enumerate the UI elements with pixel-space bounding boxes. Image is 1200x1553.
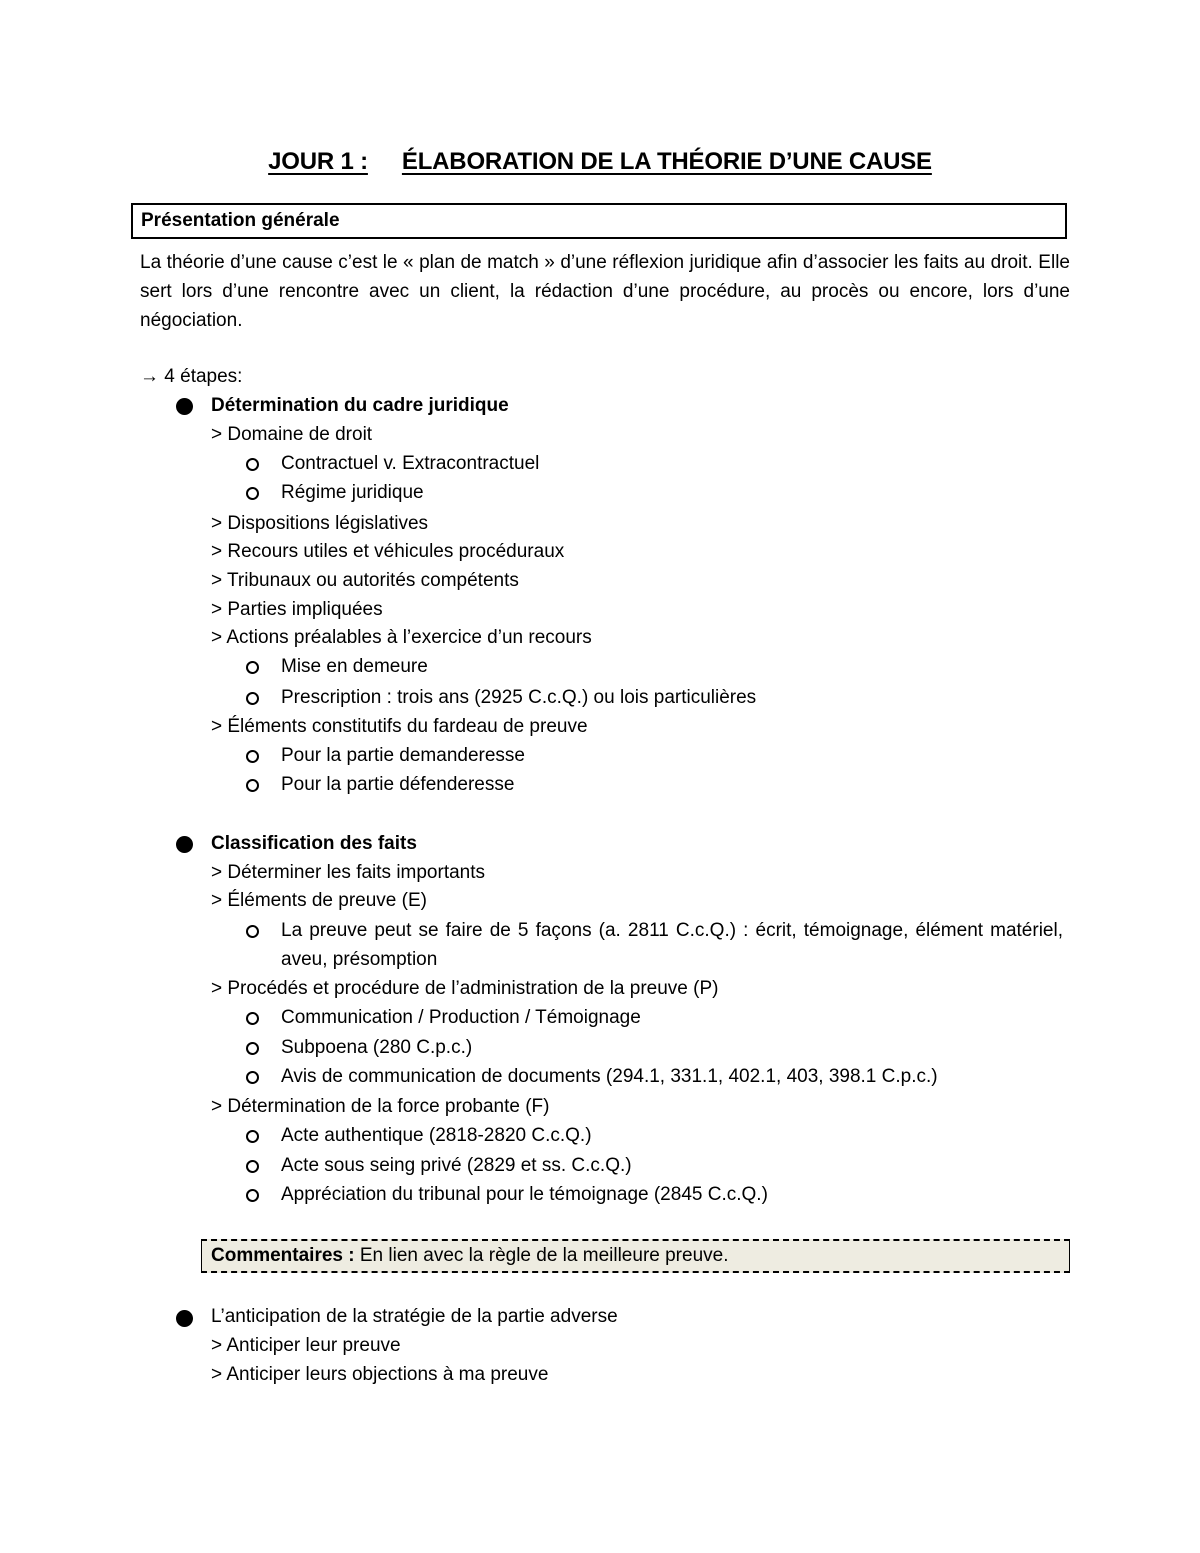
list-item: Communication / Production / Témoignage xyxy=(281,1007,641,1028)
circle-bullet-icon xyxy=(246,458,259,471)
circle-bullet-icon xyxy=(246,750,259,763)
circle-bullet-icon xyxy=(246,1189,259,1202)
list-item: > Tribunaux ou autorités compétents xyxy=(211,570,519,591)
step2-heading: Classification des faits xyxy=(211,833,417,854)
circle-bullet-icon xyxy=(246,925,259,938)
circle-bullet-icon xyxy=(246,487,259,500)
list-item: Prescription : trois ans (2925 C.c.Q.) ou lois particulières xyxy=(281,687,757,708)
list-item: > Parties impliquées xyxy=(211,599,383,620)
list-item: Subpoena (280 C.p.c.) xyxy=(281,1037,473,1058)
circle-bullet-icon xyxy=(246,1012,259,1025)
list-item: Régime juridique xyxy=(281,482,424,503)
circle-bullet-icon xyxy=(246,779,259,792)
bullet-icon xyxy=(176,398,193,415)
list-item: Mise en demeure xyxy=(281,656,428,677)
list-item: > Détermination de la force probante (F) xyxy=(211,1096,550,1117)
list-item: Appréciation du tribunal pour le témoignage (2845 C.c.Q.) xyxy=(281,1184,768,1205)
list-item: > Dispositions législatives xyxy=(211,513,429,534)
intro-paragraph: La théorie d’une cause c’est le « plan de match » d’une réflexion juridique afin d’associer les faits au droit. Elle sert lors d’une rencontre avec un client, la rédaction d’une procédure, au procès ou encore, lors d’une négociation. xyxy=(140,252,1070,331)
list-item: > Éléments constitutifs du fardeau de preuve xyxy=(211,716,588,737)
circle-bullet-icon xyxy=(246,692,259,705)
list-item: > Éléments de preuve (E) xyxy=(211,890,427,911)
circle-bullet-icon xyxy=(246,1071,259,1084)
circle-bullet-icon xyxy=(246,1130,259,1143)
section-heading-box xyxy=(131,203,1067,239)
circle-bullet-icon xyxy=(246,1042,259,1055)
step1-heading: Détermination du cadre juridique xyxy=(211,395,509,416)
title-day: JOUR 1 : xyxy=(268,148,368,175)
comment-label: Commentaires : xyxy=(211,1245,355,1266)
comment-box xyxy=(201,1239,1070,1273)
list-item: > Recours utiles et véhicules procéduraux xyxy=(211,541,565,562)
list-item: Contractuel v. Extracontractuel xyxy=(281,453,540,474)
circle-bullet-icon xyxy=(246,1160,259,1173)
list-item: Pour la partie défenderesse xyxy=(281,774,515,795)
comment-text: En lien avec la règle de la meilleure preuve. xyxy=(354,1245,729,1266)
steps-label: → 4 étapes: xyxy=(140,366,243,387)
list-item: La preuve peut se faire de 5 façons (a. 2811 C.c.Q.) : écrit, témoignage, élément matériel, aveu, présomption xyxy=(281,920,1063,970)
list-item: > Actions préalables à l’exercice d’un recours xyxy=(211,627,592,648)
list-item: > Domaine de droit xyxy=(211,424,373,445)
list-item: > Anticiper leur preuve xyxy=(211,1335,401,1356)
step3-heading: L’anticipation de la stratégie de la partie adverse xyxy=(211,1306,618,1327)
section-heading: Présentation générale xyxy=(141,210,340,231)
list-item: > Déterminer les faits importants xyxy=(211,862,486,883)
list-item: Acte authentique (2818-2820 C.c.Q.) xyxy=(281,1125,592,1146)
list-item: > Anticiper leurs objections à ma preuve xyxy=(211,1364,549,1385)
bullet-icon xyxy=(176,836,193,853)
list-item: Pour la partie demanderesse xyxy=(281,745,525,766)
bullet-icon xyxy=(176,1310,193,1327)
list-item: Avis de communication de documents (294.1, 331.1, 402.1, 403, 398.1 C.p.c.) xyxy=(281,1066,938,1087)
title-subject: ÉLABORATION DE LA THÉORIE D’UNE CAUSE xyxy=(401,148,932,175)
list-item: > Procédés et procédure de l’administration de la preuve (P) xyxy=(211,978,719,999)
list-item: Acte sous seing privé (2829 et ss. C.c.Q.) xyxy=(281,1155,632,1176)
circle-bullet-icon xyxy=(246,661,259,674)
page-title xyxy=(0,148,1200,176)
